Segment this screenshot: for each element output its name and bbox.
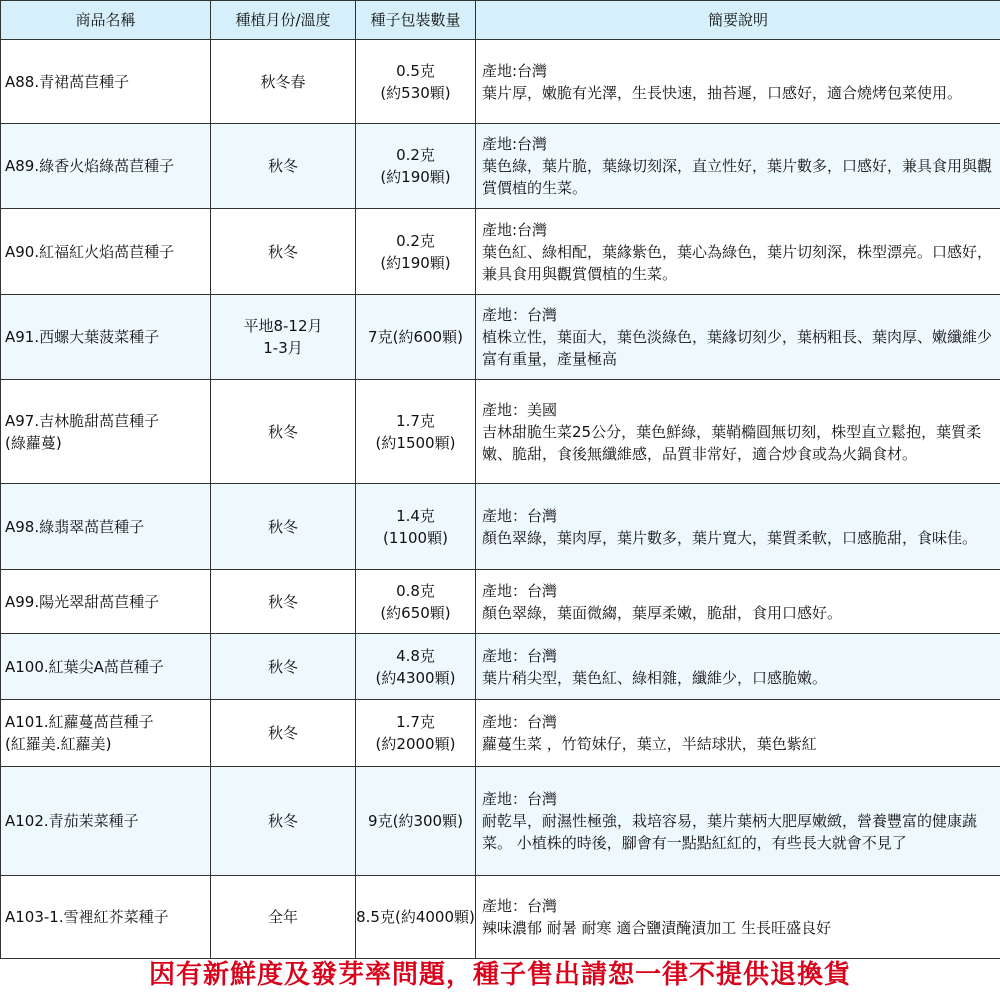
product-name-cell: A100.紅葉尖A萵苣種子 [1, 634, 211, 700]
table-row [1, 209, 1000, 295]
description-text: 耐乾旱，耐濕性極強，栽培容易，葉片葉柄大肥厚嫩緻，營養豐富的健康蔬菜。 小植株的時後，腳會有一點點紅紅的，有些長大就會不見了 [482, 812, 978, 852]
planting-season-cell: 秋冬 [211, 570, 356, 634]
table-row [1, 484, 1000, 570]
no-return-notice: 因有新鮮度及發芽率問題，種子售出請恕一律不提供退換貨 [148, 960, 851, 990]
product-name-cell: A97.吉林脆甜萵苣種子 (綠蘿蔓) [1, 380, 211, 484]
description-cell [476, 876, 1000, 959]
description-cell [476, 700, 1000, 767]
package-quantity-cell: 1.7克 (約1500顆) [356, 380, 476, 484]
table-row [1, 570, 1000, 634]
header-package-quantity: 種子包裝數量 [356, 1, 476, 40]
description-text: 顏色翠綠，葉面微縐，葉厚柔嫩，脆甜，食用口感好。 [482, 603, 843, 622]
planting-season-cell: 秋冬 [211, 124, 356, 209]
description-text: 葉色綠，葉片脆，葉綠切刻深，直立性好，葉片數多，口感好，兼具食用與觀賞價植的生菜。 [482, 157, 993, 197]
description-text: 辣味濃郁 耐暑 耐寒 適合鹽漬醃漬加工 生長旺盛良好 [482, 919, 832, 937]
package-quantity-cell: 1.7克 (約2000顆) [356, 700, 476, 767]
planting-season-cell: 平地8-12月 1-3月 [211, 295, 356, 380]
planting-season-cell: 秋冬 [211, 209, 356, 295]
table-row [1, 380, 1000, 484]
description-text: 葉片稍尖型，葉色紅、綠相雜，纖維少，口感脆嫩。 [482, 668, 828, 687]
origin-text: 產地:台灣 [482, 61, 548, 80]
planting-season-cell: 秋冬 [211, 484, 356, 570]
planting-season-cell: 秋冬春 [211, 40, 356, 124]
product-name-cell: A99.陽光翠甜萵苣種子 [1, 570, 211, 634]
product-name-cell: A102.青茄茉菜種子 [1, 767, 211, 876]
table-row [1, 40, 1000, 124]
description-cell [476, 634, 1000, 700]
product-name-cell: A88.青裙萵苣種子 [1, 40, 211, 124]
description-text: 葉色紅、綠相配，葉緣紫色，葉心為綠色，葉片切刻深，株型漂亮。口感好，兼具食用與觀賞價植的生菜。 [482, 242, 993, 283]
table-row [1, 295, 1000, 380]
description-text: 顏色翠綠，葉肉厚，葉片數多，葉片寬大，葉質柔軟，口感脆甜，食味佳。 [482, 528, 978, 547]
origin-text: 產地：台灣 [482, 713, 558, 731]
header-product-name: 商品名稱 [1, 1, 211, 40]
table-row [1, 634, 1000, 700]
package-quantity-cell: 8.5克(約4000顆) [356, 876, 476, 959]
origin-text: 產地：台灣 [482, 790, 558, 808]
package-quantity-cell: 0.5克 (約530顆) [356, 40, 476, 124]
description-cell [476, 124, 1000, 209]
package-quantity-cell: 0.8克 (約650顆) [356, 570, 476, 634]
product-name-cell: A103-1.雪裡紅芥菜種子 [1, 876, 211, 959]
description-cell [476, 295, 1000, 380]
package-quantity-cell: 4.8克 (約4300顆) [356, 634, 476, 700]
origin-text: 產地：台灣 [482, 646, 558, 665]
description-cell [476, 484, 1000, 570]
origin-text: 產地：台灣 [482, 306, 558, 324]
table-row [1, 700, 1000, 767]
description-text: 葉片厚，嫩脆有光澤，生長快速，抽苔遲，口感好，適合燒烤包菜使用。 [482, 83, 963, 102]
product-name-cell: A89.綠香火焰綠萵苣種子 [1, 124, 211, 209]
table-row [1, 124, 1000, 209]
package-quantity-cell: 1.4克 (1100顆) [356, 484, 476, 570]
package-quantity-cell: 0.2克 (約190顆) [356, 209, 476, 295]
planting-season-cell: 秋冬 [211, 767, 356, 876]
description-cell [476, 570, 1000, 634]
planting-season-cell: 秋冬 [211, 634, 356, 700]
origin-text: 產地:台灣 [482, 135, 548, 153]
origin-text: 產地:台灣 [482, 220, 548, 239]
package-quantity-cell: 0.2克 (約190顆) [356, 124, 476, 209]
planting-season-cell: 秋冬 [211, 700, 356, 767]
seed-table-body [1, 40, 1000, 959]
description-text: 植株立性，葉面大，葉色淡綠色，葉緣切刻少，葉柄粗長、葉肉厚、嫩纖維少富有重量，產量極高 [482, 328, 993, 368]
product-name-cell: A98.綠翡翠萵苣種子 [1, 484, 211, 570]
origin-text: 產地：台灣 [482, 506, 558, 525]
table-row [1, 767, 1000, 876]
description-cell [476, 209, 1000, 295]
package-quantity-cell: 7克(約600顆) [356, 295, 476, 380]
table-row [1, 876, 1000, 959]
description-cell [476, 40, 1000, 124]
header-description: 簡要說明 [476, 1, 1000, 40]
origin-text: 產地：美國 [482, 400, 558, 419]
product-name-cell: A90.紅福紅火焰萵苣種子 [1, 209, 211, 295]
planting-season-cell: 全年 [211, 876, 356, 959]
table-header-row [1, 1, 1000, 40]
product-name-cell: A101.紅蘿蔓萵苣種子 (紅羅美.紅蘿美) [1, 700, 211, 767]
description-text: 蘿蔓生菜 ，竹筍妹仔，葉立，半結球狀，葉色紫紅 [482, 735, 817, 753]
planting-season-cell: 秋冬 [211, 380, 356, 484]
description-cell [476, 767, 1000, 876]
origin-text: 產地：台灣 [482, 897, 558, 915]
origin-text: 產地：台灣 [482, 581, 558, 600]
description-text: 吉林甜脆生菜25公分，葉色鮮綠，葉鞘橢圓無切刻，株型直立鬆抱，葉質柔嫩、脆甜，食後無纖維感，品質非常好，適合炒食或為火鍋食材。 [482, 422, 982, 463]
header-planting-season: 種植月份/溫度 [211, 1, 356, 40]
package-quantity-cell: 9克(約300顆) [356, 767, 476, 876]
product-name-cell: A91.西螺大葉菠菜種子 [1, 295, 211, 380]
description-cell [476, 380, 1000, 484]
